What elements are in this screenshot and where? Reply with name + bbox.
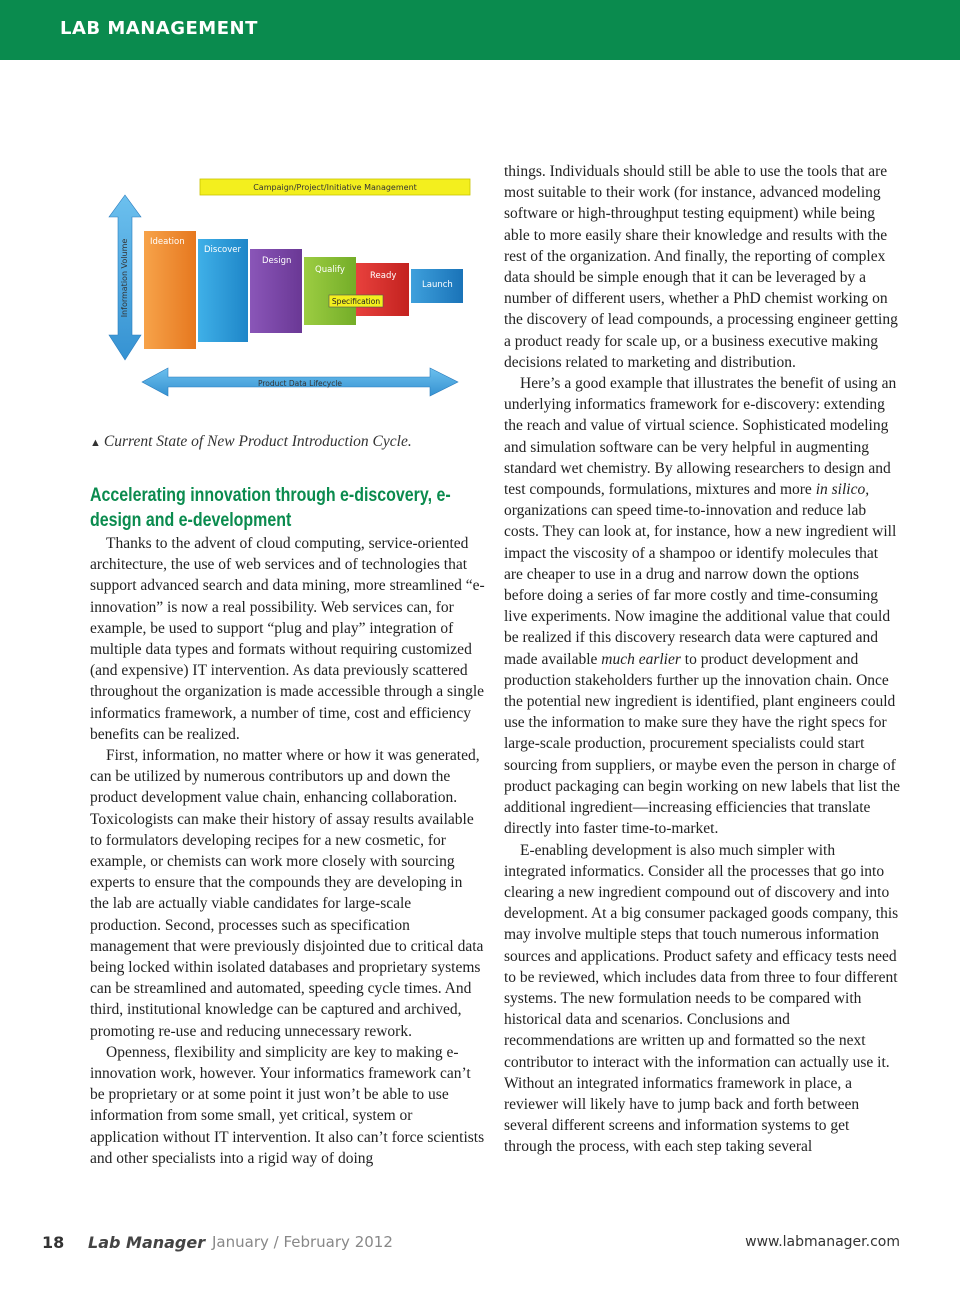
stage-ready-label: Ready: [370, 271, 397, 281]
article-heading: Accelerating innovation through e-discovery, e-design and e-development: [90, 485, 451, 531]
horizontal-axis-label: Product Data Lifecycle: [257, 379, 343, 388]
issue-date: January / February 2012: [212, 1233, 393, 1251]
stage-qualify-label: Qualify: [315, 265, 345, 275]
much-earlier-emphasis: much earlier: [601, 650, 681, 668]
right-paragraph-1: things. Individuals should still be able to use the tools that are most suitable to their work (for instance, advanced modeling software or high-throughput testing equipment) while being able to more easily share their knowledge and results with the rest of the organization. And finally, the reporting of complex data should be simple enough that it can be leveraged by a number of different users, whether a PhD chemist working on the discovery of lead compounds, a processing engineer getting a product ready for scale up, or a business executive making decisions related to marketing and distribution.: [504, 163, 898, 371]
figure-caption: [90, 433, 412, 451]
specification-label: Specification: [331, 297, 381, 306]
left-paragraph-2: First, information, no matter where or how it was generated, can be utilized by numerous contributors up and down the product development value chain, enhancing collaboration. Toxicologists can make their history of assay results available to formulators developing recipes for a new cosmetic, for example, or chemists can work more closely with sourcing experts to ensure that the compounds they are developing in the lab are actually viable candidates for large-scale production. Second, processes such as specification management that were previously disjointed due to critical data being locked within isolated databases and proprietary systems can be streamlined and automated, speeding cycle times. And third, institutional knowledge can be captured and archived, promoting re-use and reducing unnecessary rework.: [90, 747, 484, 1040]
stage-ideation-bar: [144, 231, 196, 349]
magazine-name: Lab Manager: [88, 1233, 206, 1252]
stage-ideation-label: Ideation: [150, 237, 185, 247]
campaign-banner-label: Campaign/Project/Initiative Management: [253, 183, 417, 192]
vertical-axis-label: Information Volume: [120, 238, 129, 318]
page-number: 18: [42, 1233, 65, 1252]
right-paragraph-2: [504, 373, 900, 839]
header-bar: [0, 0, 960, 60]
right-paragraph-2-part-a: Here’s a good example that illustrates the benefit of using an underlying informatics framework for e-discovery: extending the reach and value of virtual science. Sophisticated modeling and simulation software can be very helpful in augmenting standard wet chemistry. By allowing researchers to design and test compounds, formulations, mixtures and more: [504, 375, 897, 499]
figure-caption-text: Current State of New Product Introduction Cycle.: [103, 433, 412, 450]
stage-launch-label: Launch: [422, 280, 453, 290]
in-silico-emphasis: in silico,: [815, 481, 870, 499]
right-column: [504, 161, 900, 1158]
left-paragraph-1: Thanks to the advent of cloud computing, service-oriented architecture, the use of web services and of technologies that support advanced search and data mining, more streamlined “e-innovation” is now a real possibility. Web services can, for example, be used to support “plug and play” integration of multiple data types and formats without requiring customized (and expensive) IT intervention. As data previously scattered throughout the organization is made accessible through a single informatics framework, a number of time, cost and efficiency benefits can be realized.: [90, 535, 485, 743]
website-link[interactable]: www.labmanager.com: [745, 1234, 900, 1250]
stage-design-label: Design: [262, 256, 292, 266]
lifecycle-diagram-svg: [90, 165, 490, 405]
section-title: LAB MANAGEMENT: [60, 18, 258, 39]
lifecycle-diagram: [90, 165, 490, 405]
right-paragraph-3: E-enabling development is also much simpler with integrated informatics. Consider all the processes that go into clearing a new ingredient compound out of discovery and into development. At a big consumer packaged goods company, this may involve multiple steps that touch numerous information sources and applications. Product safety and efficacy tests need to be reviewed, which includes data from three to four different systems. The new formulation needs to be compared with historical data and scenarios. Conclusions and recommendations are written up and formatted so the next contributor to interact with the information can actually use it. Without an integrated informatics framework in place, a reviewer will likely have to jump back and forth between several different screens and information systems to get through the process, with each step taking several: [504, 841, 899, 1156]
stage-discover-label: Discover: [204, 245, 241, 255]
left-paragraph-3: Openness, flexibility and simplicity are key to making e-innovation work, however. Your informatics framework can’t be proprietary or at some point it just won’t be able to use information from some small, yet critical, system or application without IT intervention. It also can’t force scientists and other specialists into a rigid way of doing: [90, 1043, 485, 1167]
caption-arrow-icon: ▲: [90, 437, 101, 449]
right-paragraph-2-part-c: to product development and production stakeholders further up the innovation chain. Once the potential new ingredient is identified, plant engineers could use the information to make sure they have the right specs for large-scale production, procurement specialists could start sourcing from suppliers, or maybe even the person in charge of product packaging can begin working on new labels that list the additional ingredient—increasing efficiencies that translate directly into faster time-to-market.: [504, 650, 901, 838]
left-column: [90, 533, 485, 1169]
right-paragraph-2-part-b: organizations can speed time-to-innovation and reduce lab costs. They can look at, for instance, how a new ingredient will impact the viscosity of a shampoo or identify molecules that are cheaper to use in a drug and narrow down the options before doing a series of far more costly and time-consuming live experiments. Now imagine the additional value that could be realized if this discovery research data were captured and made available: [504, 502, 897, 668]
